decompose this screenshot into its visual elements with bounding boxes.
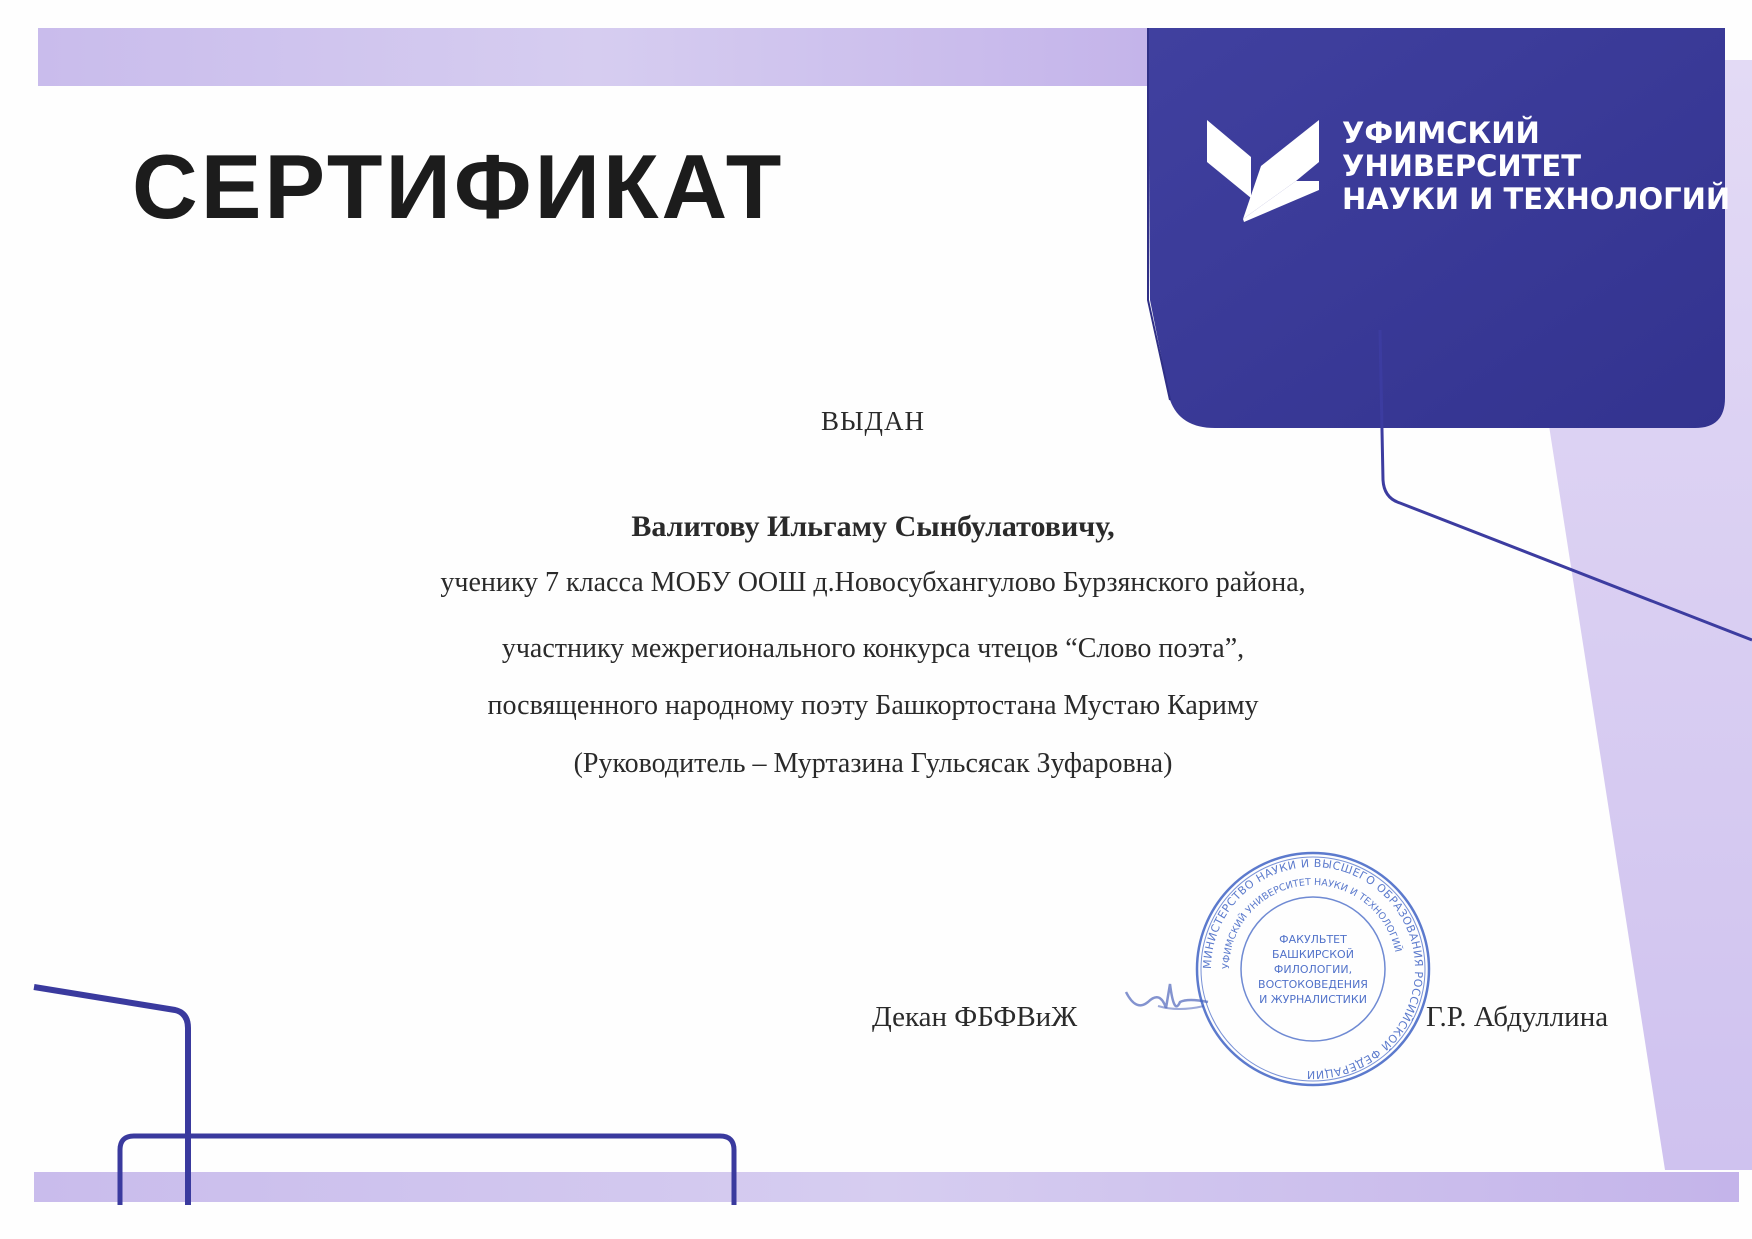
svg-text:ФИЛОЛОГИИ,: ФИЛОЛОГИИ,	[1273, 963, 1353, 976]
recipient-description-line: участнику межрегионального конкурса чтецов “Слово поэта”,	[501, 633, 1245, 664]
issued-label: ВЫДАН	[821, 406, 925, 436]
signatory-role: Декан ФБФВиЖ	[872, 1001, 1078, 1033]
brand-panel	[1148, 28, 1731, 428]
svg-text:УФИМСКИЙ УНИВЕРСИТЕТ НАУКИ И Т: УФИМСКИЙ УНИВЕРСИТЕТ НАУКИ И ТЕХНОЛОГИЙ	[1220, 876, 1404, 970]
supervisor-line: (Руководитель – Муртазина Гульсясак Зуфаровна)	[573, 748, 1173, 779]
svg-text:И ЖУРНАЛИСТИКИ: И ЖУРНАЛИСТИКИ	[1259, 993, 1367, 1006]
university-name-line: УНИВЕРСИТЕТ	[1342, 149, 1581, 183]
svg-text:ВОСТОКОВЕДЕНИЯ: ВОСТОКОВЕДЕНИЯ	[1258, 978, 1368, 991]
certificate-title: СЕРТИФИКАТ	[132, 137, 785, 238]
recipient-description-line: ученику 7 класса МОБУ ООШ д.Новосубхангулово Бурзянского района,	[440, 567, 1306, 598]
university-name-line: УФИМСКИЙ	[1342, 116, 1540, 150]
svg-text:БАШКИРСКОЙ: БАШКИРСКОЙ	[1272, 948, 1354, 961]
bottom-stripe	[34, 1172, 1739, 1202]
university-name-line: НАУКИ И ТЕХНОЛОГИЙ	[1342, 182, 1731, 216]
recipient-name: Валитову Ильгаму Сынбулатовичу,	[631, 510, 1115, 543]
svg-text:МИНИСТЕРСТВО НАУКИ И ВЫСШЕГО О: МИНИСТЕРСТВО НАУКИ И ВЫСШЕГО ОБРАЗОВАНИЯ РОССИЙСКОЙ ФЕДЕРАЦИИ	[1200, 856, 1426, 1082]
official-stamp	[1193, 849, 1433, 1089]
university-name	[1342, 116, 1731, 216]
recipient-description-line: посвященного народному поэту Башкортостана Мустаю Кариму	[487, 690, 1259, 721]
svg-text:ФАКУЛЬТЕТ: ФАКУЛЬТЕТ	[1279, 933, 1347, 946]
signatory-name: Г.Р. Абдуллина	[1426, 1001, 1609, 1033]
top-stripe	[38, 28, 1148, 86]
